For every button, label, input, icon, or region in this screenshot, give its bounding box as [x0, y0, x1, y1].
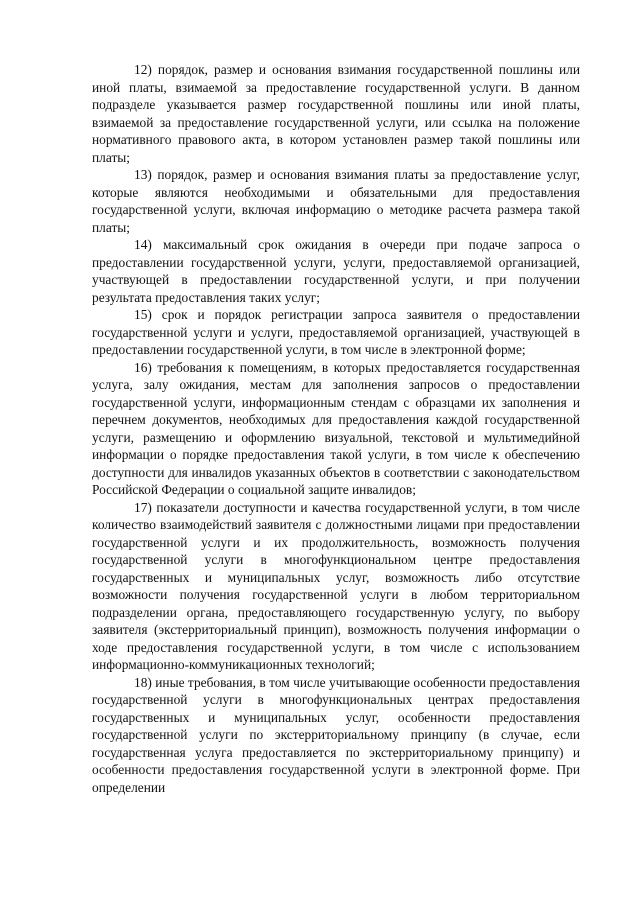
paragraph-item-18: 18) иные требования, в том числе учитывающие особенности предоставления государственной услуги в многофункциональных центрах предоставления государственных и муниципальных услуг, особенности предоставления государственной услуги по экстерриториальному принципу (в случае, если государственная услуга предоставляется по экстерриториальному принципу) и особенности предоставления государственной услуги в электронной форме. При определении	[92, 674, 580, 795]
paragraph-item-14: 14) максимальный срок ожидания в очереди при подаче запроса о предоставлении государственной услуги, услуги, предоставляемой организацией, участвующей в предоставлении государственной услуги, и при получении результата предоставления таких услуг;	[92, 237, 580, 305]
paragraph-item-13: 13) порядок, размер и основания взимания платы за предоставление услуг, которые являются необходимыми и обязательными для предоставления государственной услуги, включая информацию о методике расчета размера такой платы;	[92, 167, 580, 235]
paragraph-item-16: 16) требования к помещениям, в которых предоставляется государственная услуга, залу ожидания, местам для заполнения запросов о предоставлении государственной услуги, информационным стендам с образцами их заполнения и перечнем документов, необходимых для предоставления каждой государственной услуги, размещению и оформлению визуальной, текстовой и мультимедийной информации о порядке предоставления такой услуги, в том числе к обеспечению доступности для инвалидов указанных объектов в соответствии с законодательством Российской Федерации о социальной защите инвалидов;	[92, 359, 580, 497]
document-page	[92, 61, 580, 796]
paragraph-item-17: 17) показатели доступности и качества государственной услуги, в том числе количество взаимодействий заявителя с должностными лицами при предоставлении государственной услуги и их продолжительность, возможность получения государственной услуги в многофункциональном центре предоставления государственных и муниципальных услуг, возможность либо отсутствие возможности получения государственной услуги в любом территориальном подразделении органа, предоставляющего государственную услугу, по выбору заявителя (экстерриториальный принцип), возможность получения информации о ходе предоставления государственной услуги, в том числе с использованием информационно-коммуникационных технологий;	[92, 499, 580, 672]
paragraph-item-15: 15) срок и порядок регистрации запроса заявителя о предоставлении государственной услуги и услуги, предоставляемой организацией, участвующей в предоставлении государственной услуги, в том числе в электронной форме;	[92, 307, 580, 357]
paragraph-item-12: 12) порядок, размер и основания взимания государственной пошлины или иной платы, взимаемой за предоставление государственной услуги. В данном подразделе указывается размер государственной пошлины или иной платы, взимаемой за предоставление государственной услуги, или ссылка на положение нормативного правового акта, в котором установлен размер такой пошлины или платы;	[92, 62, 580, 165]
